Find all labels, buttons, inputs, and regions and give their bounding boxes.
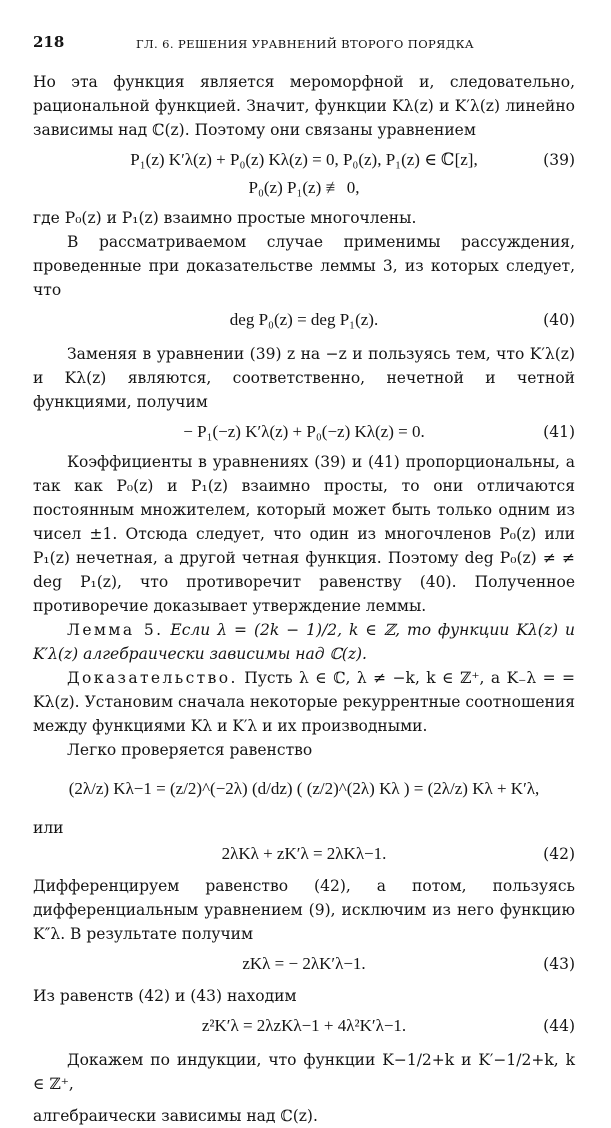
paragraph-meromorphic: Но эта функция является мероморфной и, следовательно, рациональной функцией. Значит, функции Kλ(z) и K′λ(z) линейно зависимы над ℂ(z). Поэтому они связаны уравнением: [33, 73, 575, 139]
equation-40-formula: deg P₀(z) = deg P₁(z).: [229, 310, 379, 329]
page-number: 218: [33, 33, 65, 51]
equation-39: [33, 146, 575, 174]
paragraph-easy-check: Легко проверяется равенство: [67, 741, 313, 759]
proof-label: Доказательство.: [67, 669, 238, 687]
equation-40-number: (40): [543, 311, 575, 329]
paragraph-from-equalities: Из равенств (42) и (43) находим: [33, 987, 297, 1005]
paragraph-or: или: [33, 819, 64, 837]
equation-39-cont: [33, 174, 575, 202]
running-head: ГЛ. 6. РЕШЕНИЯ УРАВНЕНИЙ ВТОРОГО ПОРЯДКА: [136, 37, 475, 51]
paragraph-coefficients: Коэффициенты в уравнениях (39) и (41) пропорциональны, а так как P₀(z) и P₁(z) взаимно просты, то они отличаются постоянным множителем, который может быть только одним из чисел ±1. Отсюда следует, что один из многочленов P₀(z) или P₁(z) нечетная, а другой четная функция. Поэтому deg P₀(z) ≠ ≠ deg P₁(z), что противоречит равенству (40). Полученное противоречие доказывает утверждение леммы.: [33, 453, 575, 615]
paragraph-lemma3-reference: В рассматриваемом случае применимы рассуждения, проведенные при доказательстве леммы 3, из которых следует, что: [33, 233, 575, 299]
equation-44-formula: z²K′λ = 2λzKλ−1 + 4λ²K′λ−1.: [201, 1016, 407, 1035]
lemma-5: [33, 618, 575, 666]
page-header: [33, 30, 575, 50]
equation-39-number: (39): [543, 151, 575, 169]
equation-41-number: (41): [543, 423, 575, 441]
paragraph-algebraic-dependence: алгебраически зависимы над ℂ(z).: [33, 1107, 318, 1125]
equation-derivative: [33, 762, 575, 816]
equation-44-number: (44): [543, 1017, 575, 1035]
proof: [33, 666, 575, 738]
paragraph-differentiate: Дифференцируем равенство (42), а потом, пользуясь дифференциальным уравнением (9), исключим из него функцию K″λ. В результате получим: [33, 877, 575, 943]
equation-39-line2: P₀(z) P₁(z) ≢ 0,: [248, 178, 360, 197]
equation-44: [33, 1012, 575, 1040]
paragraph-coprime: где P₀(z) и P₁(z) взаимно простые многочлены.: [33, 209, 417, 227]
proof-text: Пусть λ ∈ ℂ, λ ≠ −k, k ∈ ℤ⁺, а K₋λ = = Kλ(z). Установим сначала некоторые рекуррентные соотношения между функциями Kλ и K′λ и их производными.: [33, 669, 575, 735]
equation-40: [33, 306, 575, 334]
equation-41: [33, 418, 575, 446]
equation-42-formula: 2λKλ + zK′λ = 2λKλ−1.: [221, 844, 387, 863]
lemma-5-label: Лемма 5.: [67, 621, 164, 639]
equation-42-number: (42): [543, 845, 575, 863]
equation-43: [33, 950, 575, 978]
equation-42: [33, 840, 575, 868]
equation-derivative-formula: (2λ/z) Kλ−1 = (z/2)^(−2λ) (d/dz) ( (z/2)^(2λ) Kλ ) = (2λ/z) Kλ + K′λ,: [68, 779, 540, 798]
page-body: [33, 70, 575, 1128]
paragraph-substitution: Заменяя в уравнении (39) z на −z и пользуясь тем, что K′λ(z) и Kλ(z) являются, соответственно, нечетной и четной функциями, получим: [33, 345, 575, 411]
lemma-5-statement: Если λ = (2k − 1)/2, k ∈ ℤ, то функции Kλ(z) и K′λ(z) алгебраически зависимы над ℂ(z).: [33, 621, 575, 663]
equation-43-number: (43): [543, 955, 575, 973]
equation-41-formula: − P₁(−z) K′λ(z) + P₀(−z) Kλ(z) = 0.: [183, 422, 425, 441]
equation-43-formula: zKλ = − 2λK′λ−1.: [242, 954, 366, 973]
paragraph-induction: Докажем по индукции, что функции K−1/2+k и K′−1/2+k, k ∈ ℤ⁺,: [33, 1051, 575, 1093]
equation-39-line1: P₁(z) K′λ(z) + P₀(z) Kλ(z) = 0, P₀(z), P₁(z) ∈ ℂ[z],: [130, 150, 478, 169]
